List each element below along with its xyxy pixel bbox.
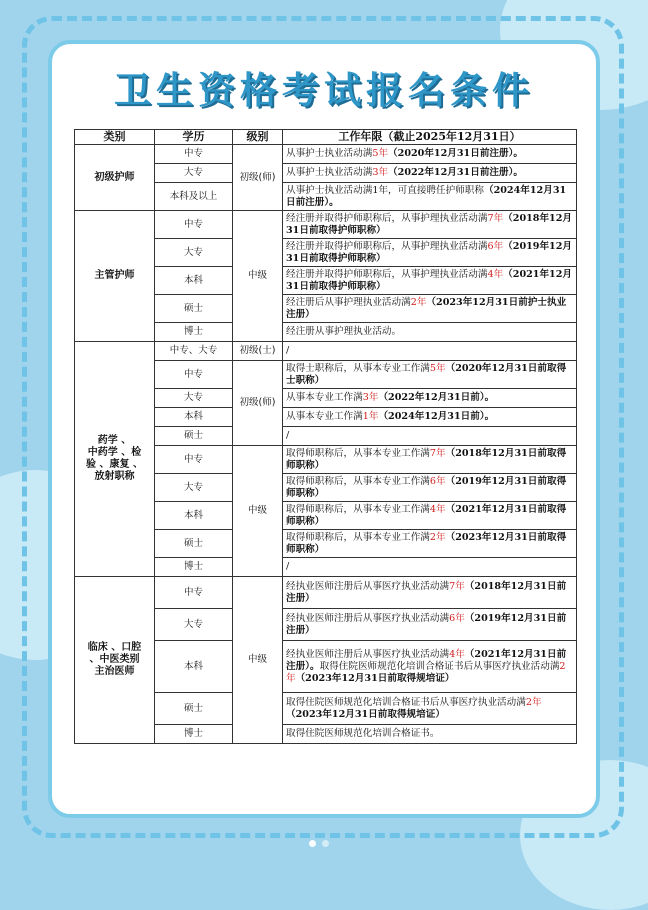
requirement-text: 从事护士执业活动满1年，可直接聘任护师职称 xyxy=(286,184,484,196)
table-row xyxy=(75,211,577,239)
level-cell: 中级 xyxy=(233,446,283,577)
requirement-text: 经执业医师注册后从事医疗执业活动满 xyxy=(286,648,450,660)
requirement-text: （2022年12月31日前注册）。 xyxy=(388,167,523,178)
level-cell: 中级 xyxy=(233,577,283,744)
education-cell: 博士 xyxy=(155,558,233,577)
requirement-text: （2019年12月31日前注册） xyxy=(286,612,567,636)
years-highlight: 2年 xyxy=(525,696,542,708)
requirement-text: （2023年12月31日前护士执业注册） xyxy=(286,296,567,320)
requirement-text: （2018年12月31日前取得护师职称） xyxy=(286,212,573,236)
education-cell: 中专 xyxy=(155,211,233,239)
requirement-cell xyxy=(283,295,577,323)
requirement-text: （2023年12月31日前取得规培证） xyxy=(295,672,455,684)
education-cell: 硕士 xyxy=(155,295,233,323)
category-cell xyxy=(75,342,155,577)
education-cell: 本科及以上 xyxy=(155,183,233,211)
category-label-display: 临床 、口腔 、中医类别 主治医师 xyxy=(87,642,142,677)
level-cell: 初级(师) xyxy=(233,145,283,211)
category-cell xyxy=(75,577,155,744)
header-education: 学历 xyxy=(155,130,233,145)
requirement-cell xyxy=(283,183,577,211)
years-highlight: 4年 xyxy=(449,648,465,660)
level-cell: 初级(师) xyxy=(233,361,283,446)
requirement-cell xyxy=(283,693,577,725)
requirement-text: 从事本专业工作满 xyxy=(286,411,363,422)
years-highlight: 2年 xyxy=(429,531,446,543)
requirement-cell xyxy=(283,145,577,164)
requirement-text: （2024年12月31日前）。 xyxy=(378,411,495,422)
requirement-text: 从事护士执业活动满 xyxy=(286,167,373,178)
requirement-text: （2021年12月31日前取得护师职称） xyxy=(286,268,573,292)
education-cell: 硕士 xyxy=(155,693,233,725)
education-cell: 硕士 xyxy=(155,427,233,446)
years-highlight: 7年 xyxy=(449,580,465,592)
years-highlight: 2年 xyxy=(410,296,427,308)
education-cell: 大专 xyxy=(155,239,233,267)
requirement-cell xyxy=(283,641,577,693)
education-cell: 大专 xyxy=(155,474,233,502)
requirement-text: （2019年12月31日前取得护师职称） xyxy=(286,240,573,264)
requirement-text: （2018年12月31日前取得师职称） xyxy=(286,447,567,471)
years-highlight: 3年 xyxy=(362,392,379,403)
requirement-text: （2021年12月31日前取得师职称） xyxy=(286,503,567,527)
requirement-text: 取得师职称后，从事本专业工作满 xyxy=(286,447,430,459)
requirement-text: 经注册并取得护师职称后，从事护理执业活动满 xyxy=(286,212,488,224)
page-title: 卫生资格考试报名条件 xyxy=(114,69,534,112)
header-level: 级别 xyxy=(233,130,283,145)
years-highlight: 2年 xyxy=(286,660,566,684)
education-cell: 硕士 xyxy=(155,530,233,558)
education-cell: 本科 xyxy=(155,502,233,530)
requirement-cell xyxy=(283,577,577,609)
page-dot[interactable] xyxy=(309,840,316,847)
requirement-text: 取得住院医师规范化培训合格证书后从事医疗执业活动满 xyxy=(286,696,526,708)
requirement-text: （2023年12月31日前取得师职称） xyxy=(286,531,567,555)
header-years: 工作年限（截止2025年12月31日） xyxy=(283,130,577,145)
table-row xyxy=(75,342,577,361)
years-highlight: 6年 xyxy=(487,240,504,252)
page-dot[interactable] xyxy=(322,840,329,847)
level-cell: 初级(士) xyxy=(233,342,283,361)
years-highlight: 4年 xyxy=(487,268,504,280)
education-cell: 大专 xyxy=(155,164,233,183)
requirement-text: 取得师职称后，从事本专业工作满 xyxy=(286,503,430,515)
requirement-text: 取得住院医师规范化培训合格证书后从事医疗执业活动满 xyxy=(319,660,560,672)
requirement-cell xyxy=(283,474,577,502)
table-row xyxy=(75,577,577,609)
requirement-text: （2019年12月31日前取得师职称） xyxy=(286,475,567,499)
requirements-table xyxy=(74,129,577,744)
table-header-row xyxy=(75,130,577,145)
requirement-cell xyxy=(283,609,577,641)
category-cell xyxy=(75,145,155,211)
education-cell: 本科 xyxy=(155,641,233,693)
education-cell: 本科 xyxy=(155,267,233,295)
requirement-text: / xyxy=(286,430,290,441)
requirement-cell xyxy=(283,389,577,408)
years-highlight: 7年 xyxy=(429,447,446,459)
requirement-text: （2023年12月31日前取得规培证） xyxy=(286,708,445,720)
years-highlight: 5年 xyxy=(372,148,389,159)
years-highlight: 1年 xyxy=(362,411,379,422)
requirement-cell xyxy=(283,361,577,389)
requirement-cell xyxy=(283,342,577,361)
requirement-text: （2022年12月31日前）。 xyxy=(378,392,495,403)
years-highlight: 3年 xyxy=(372,167,389,178)
education-cell: 博士 xyxy=(155,725,233,744)
requirement-cell xyxy=(283,427,577,446)
requirement-text: （2021年12月31日前注册）。 xyxy=(286,648,567,672)
education-cell: 大专 xyxy=(155,389,233,408)
education-cell: 中专、大专 xyxy=(155,342,233,361)
requirement-cell xyxy=(283,267,577,295)
requirement-cell xyxy=(283,323,577,342)
requirement-text: 取得师职称后，从事本专业工作满 xyxy=(286,475,430,487)
category-label-display: 初级护师 xyxy=(94,171,135,183)
requirement-text: 经注册从事护理执业活动。 xyxy=(286,326,402,337)
category-label-display: 主管护师 xyxy=(94,270,135,281)
education-cell: 大专 xyxy=(155,609,233,641)
requirement-text: （2020年12月31日前取得士职称） xyxy=(286,362,567,386)
requirement-text: 经注册并取得护师职称后，从事护理执业活动满 xyxy=(286,240,488,252)
years-highlight: 5年 xyxy=(429,362,446,374)
requirement-cell xyxy=(283,446,577,474)
education-cell: 中专 xyxy=(155,577,233,609)
header-category: 类别 xyxy=(75,130,155,145)
requirement-text: （2018年12月31日前注册） xyxy=(286,580,567,604)
requirement-text: （2020年12月31日前注册）。 xyxy=(388,148,523,159)
requirement-text: 取得师职称后，从事本专业工作满 xyxy=(286,531,430,543)
education-cell: 博士 xyxy=(155,323,233,342)
requirement-cell xyxy=(283,211,577,239)
level-cell: 中级 xyxy=(233,211,283,342)
education-cell: 中专 xyxy=(155,446,233,474)
requirement-cell xyxy=(283,530,577,558)
requirement-text: 经注册后从事护理执业活动满 xyxy=(286,296,411,308)
requirement-text: / xyxy=(286,345,290,356)
education-cell: 本科 xyxy=(155,408,233,427)
requirement-text: / xyxy=(286,561,290,572)
education-cell: 中专 xyxy=(155,145,233,164)
requirement-cell xyxy=(283,502,577,530)
requirement-text: （2024年12月31日前注册）。 xyxy=(286,184,567,208)
page-indicator xyxy=(306,832,332,851)
requirement-cell xyxy=(283,408,577,427)
requirement-text: 取得士职称后，从事本专业工作满 xyxy=(286,362,430,374)
requirement-text: 取得住院医师规范化培训合格证书。 xyxy=(286,728,440,739)
table-body xyxy=(75,145,577,744)
years-highlight: 7年 xyxy=(487,212,504,224)
requirement-text: 经注册并取得护师职称后，从事护理执业活动满 xyxy=(286,268,488,280)
years-highlight: 6年 xyxy=(429,475,446,487)
category-label-display: 药学 、 中药学 、检 验 、康复 、 放射职称 xyxy=(86,435,143,482)
requirement-cell xyxy=(283,725,577,744)
requirement-cell xyxy=(283,164,577,183)
table-row xyxy=(75,145,577,164)
category-cell xyxy=(75,211,155,342)
education-cell: 中专 xyxy=(155,361,233,389)
requirement-text: 经执业医师注册后从事医疗执业活动满 xyxy=(286,612,450,624)
requirement-text: 从事护士执业活动满 xyxy=(286,148,373,159)
requirement-text: 经执业医师注册后从事医疗执业活动满 xyxy=(286,580,450,592)
years-highlight: 4年 xyxy=(429,503,446,515)
years-highlight: 6年 xyxy=(449,612,465,624)
requirement-text: 从事本专业工作满 xyxy=(286,392,363,403)
requirement-cell xyxy=(283,239,577,267)
requirement-cell xyxy=(283,558,577,577)
